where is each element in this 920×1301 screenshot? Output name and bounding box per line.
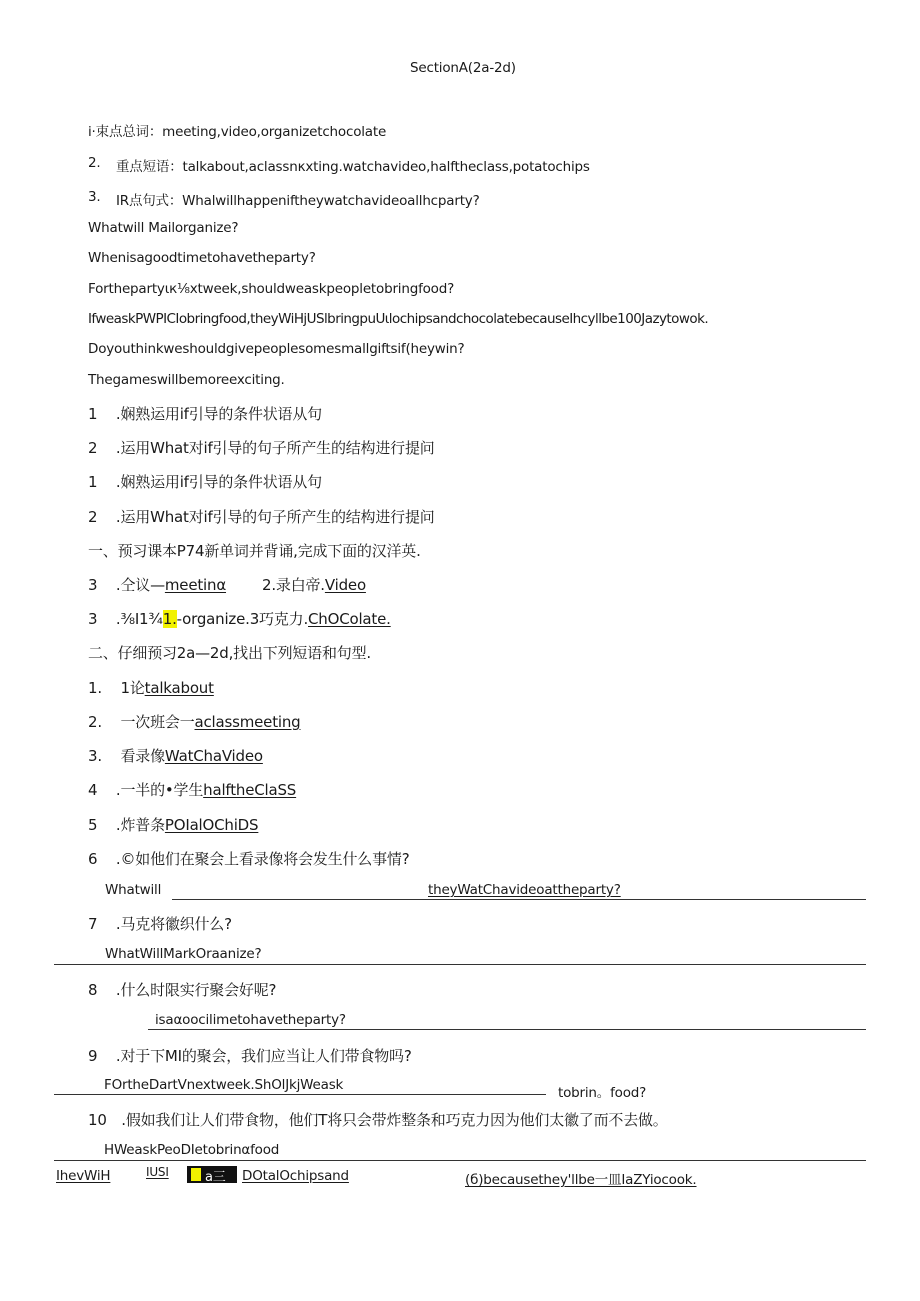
answer-10-cont-e: (б)becausethey'llbe一皿IaZYiocook.: [465, 1172, 697, 1188]
question-6: [88, 848, 409, 869]
item-num: 9: [88, 1047, 98, 1065]
item-num: 8: [88, 981, 98, 999]
answer-6-end: theyWatChavideoattheparty?: [428, 882, 621, 898]
answer-10-cont-a: IhevWiH: [56, 1168, 111, 1184]
answer-line: [54, 1160, 866, 1161]
highlight-block: [191, 1168, 201, 1181]
part2-title: 二、仔细预习2a—2d,找出下列短语和句型.: [88, 644, 371, 662]
item-cn: .假如我们让人们带食物，他们T将只会带炸整条和巧克力因为他们太徽了而不去做。: [121, 1111, 668, 1129]
phrase-item-1: [88, 677, 214, 698]
question-9: [88, 1045, 412, 1066]
intro-key-phrases: 重点短语：talkabout,aclassnκxting.watchavideo,halftheclass,potatochips: [116, 159, 590, 175]
intro-sentence-4: IfweaskPWPICIobringfood,theyWiHjUSlbringpuUιlochipsandchocolatebecauseIhcyllbe100Jazytowok.: [88, 311, 709, 327]
item-num: 3: [88, 610, 98, 628]
item-num: 3.: [88, 747, 102, 765]
goal-num: 2: [88, 439, 98, 457]
goal-text: .娴熟运用if引导的条件状语从句: [115, 405, 322, 423]
answer-10-cont-b: IUSI: [146, 1165, 169, 1179]
item-answer: halftheClaSS: [203, 781, 297, 799]
item-answer: talkabout: [144, 679, 214, 697]
item-cn: 看录像: [120, 747, 165, 765]
item-cn: .马克将徽织什么?: [115, 915, 232, 933]
intro-num-3: 3.: [88, 189, 101, 205]
item-cn: 一次班会一: [120, 713, 195, 731]
answer-7: WhatWillMarkOraanize?: [105, 946, 262, 962]
item-answer: Video: [324, 576, 366, 594]
item-prompt: .⅜I1¾: [115, 610, 163, 628]
intro-sentence-1: Whatwill Mailorganize?: [88, 220, 239, 236]
part1-row-2: [88, 608, 391, 629]
item-prompt: 2.录白帝.: [262, 576, 325, 594]
item-num: 10: [88, 1111, 107, 1129]
item-cn: .一半的•学生: [115, 781, 204, 799]
highlight-mark: 1.: [162, 610, 177, 628]
goal-1: [88, 403, 322, 424]
goal-text: .运用What对if引导的句子所产生的结构进行提问: [115, 508, 435, 526]
blackout-mark: [187, 1166, 237, 1183]
question-8: [88, 979, 276, 1000]
intro-key-sentences: IR点句式：Whalwillhappeniftheywatchavideoallhcparty?: [116, 193, 480, 209]
part1-row-1: [88, 574, 226, 595]
item-answer: POIalOChiDS: [164, 816, 259, 834]
phrase-item-3: [88, 745, 263, 766]
item-num: 4: [88, 781, 98, 799]
item-cn: .©如他们在聚会上看录像将会发生什么事情?: [115, 850, 410, 868]
answer-10: HWeaskPeoDIetobrinαfood: [104, 1142, 280, 1158]
item-num: 1.: [88, 679, 102, 697]
goal-num: 2: [88, 508, 98, 526]
answer-line: [148, 1029, 866, 1030]
item-cn: .对于下MI的聚会，我们应当让人们带食物吗?: [115, 1047, 412, 1065]
intro-sentence-5: Doyouthinkweshouldgivepeoplesomesmallgiftsif(heywin?: [88, 341, 465, 357]
item-cn: 1论: [120, 679, 145, 697]
item-prompt: 3巧克力.: [249, 610, 309, 628]
item-answer: ChOColate.: [308, 610, 391, 628]
goal-3: [88, 471, 322, 492]
item-num: 5: [88, 816, 98, 834]
goal-text: .娴熟运用if引导的条件状语从句: [115, 473, 322, 491]
intro-sentence-3: Forthepartyιк⅟₈xtweek,shouldweaskpeopletobringfood?: [88, 281, 455, 297]
intro-sentence-6: Thegameswillbemoreexciting.: [88, 372, 285, 388]
goal-num: 1: [88, 405, 98, 423]
item-cn: .炸普条: [115, 816, 165, 834]
item-cn: .什么时限实行聚会好呢?: [115, 981, 277, 999]
answer-8: isaαoocilimetohavetheparty?: [155, 1012, 346, 1028]
item-num: 2.: [88, 713, 102, 731]
answer-9-start: FOrtheDartVnextweek.ShOlJkjWeask: [104, 1077, 344, 1093]
question-7: [88, 913, 232, 934]
goal-text: .运用What对if引导的句子所产生的结构进行提问: [115, 439, 435, 457]
item-answer: WatChaVideo: [164, 747, 263, 765]
blackout-text: a三: [205, 1170, 226, 1185]
item-answer: -organize.: [176, 610, 250, 628]
phrase-item-4: [88, 779, 296, 800]
item-answer: meetinα: [164, 576, 227, 594]
goal-num: 1: [88, 473, 98, 491]
item-answer: aclassmeeting: [194, 713, 301, 731]
phrase-item-5: [88, 814, 258, 835]
answer-9-end: tobrin。food?: [558, 1085, 647, 1101]
item-num: 6: [88, 850, 98, 868]
answer-line: [54, 1094, 546, 1095]
intro-sentence-2: Whenisagoodtimetohavetheparty?: [88, 250, 316, 266]
goal-4: [88, 506, 435, 527]
answer-10-cont-d: DOtalOchipsand: [242, 1168, 349, 1184]
answer-line: [172, 899, 866, 900]
intro-num-2: 2.: [88, 155, 101, 171]
item-num: 7: [88, 915, 98, 933]
answer-6-start: Whatwill: [105, 882, 162, 898]
answer-line: [54, 964, 866, 965]
phrase-item-2: [88, 711, 301, 732]
part1-title: 一、预习课本P74新单词并背诵,完成下面的汉洋英.: [88, 542, 421, 560]
goal-2: [88, 437, 435, 458]
page-title: SectionA(2a-2d): [410, 60, 516, 76]
question-10: [88, 1109, 668, 1130]
item-num: 3: [88, 576, 98, 594]
part1-row-1-b: [262, 574, 366, 595]
item-prompt: .仝议—: [115, 576, 165, 594]
intro-key-words: i·束点总词：meeting,video,organizetchocolate: [88, 124, 387, 140]
